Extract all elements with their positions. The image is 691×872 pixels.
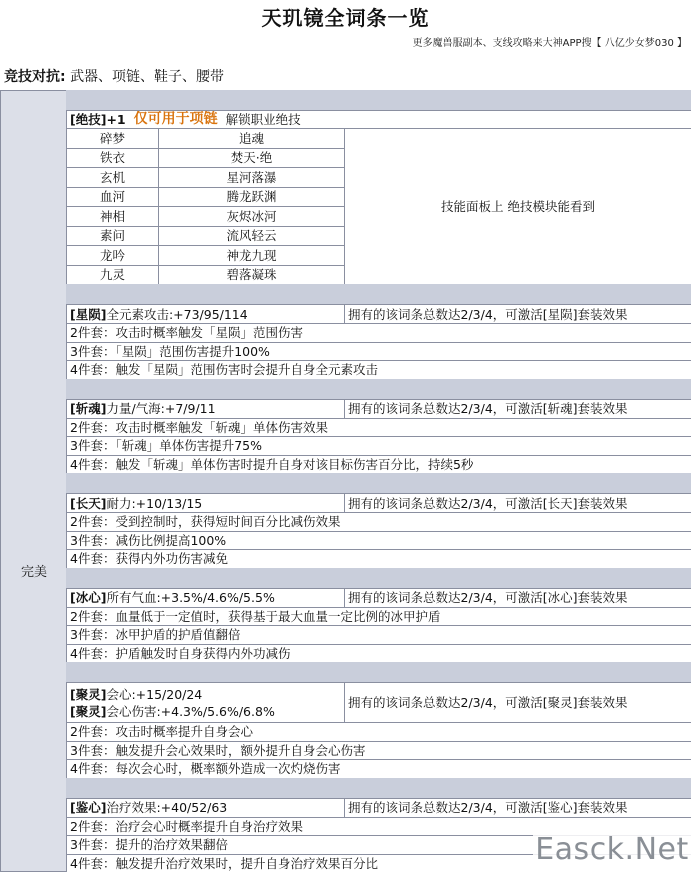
- set-note: 拥有的该词条总数达2/3/4，可激活[冰心]套装效果: [348, 590, 628, 605]
- set-effect-text: 4件套：触发「斩魂」单体伤害时提升自身对该目标伤害百分比，持续5秒: [70, 456, 474, 472]
- set-note: 拥有的该词条总数达2/3/4，可激活[斩魂]套装效果: [348, 401, 628, 416]
- set-stat-text: 全元素攻击:+73/95/114: [106, 306, 248, 322]
- set-note-cell: [345, 589, 691, 608]
- set-note: 拥有的该词条总数达2/3/4，可激活[星陨]套装效果: [348, 306, 628, 322]
- ultimate-note-cell: [345, 129, 691, 285]
- ultimate-skill-cell: [159, 168, 345, 188]
- set-note: 拥有的该词条总数达2/3/4，可激活[聚灵]套装效果: [348, 695, 628, 710]
- set-effect-text: 3件套：减伤比例提高100%: [70, 532, 227, 548]
- set-effect-row: [67, 437, 691, 456]
- set-block: [66, 304, 691, 379]
- set-effect-text: 4件套：触发提升治疗效果时，提升自身治疗效果百分比: [70, 855, 378, 871]
- ultimate-skill-cell: [159, 149, 345, 169]
- set-block: [66, 682, 691, 778]
- class-name: 九灵: [99, 267, 125, 283]
- set-note-cell: [345, 683, 691, 723]
- set-tag: [长天]: [70, 495, 107, 511]
- set-effect-text: 2件套：攻击时概率触发「斩魂」单体伤害效果: [70, 419, 328, 435]
- divider-strip: [66, 473, 691, 493]
- class-name: 铁衣: [99, 150, 125, 166]
- ultimate-block: [66, 110, 691, 284]
- set-note-cell: [345, 400, 691, 419]
- class-name-cell: [67, 207, 159, 227]
- set-stat-line: [70, 799, 227, 816]
- divider-strip: [66, 379, 691, 399]
- set-stat-text: 会心:+15/20/24: [106, 686, 203, 702]
- set-tag: [冰心]: [70, 590, 107, 605]
- set-effect-text: 2件套：受到控制时，获得短时间百分比减伤效果: [70, 514, 341, 530]
- ultimate-note: 技能面板上 绝技模块能看到: [441, 199, 595, 214]
- ultimate-skill-name: 灰烬冰河: [226, 208, 277, 224]
- divider-strip: [66, 662, 691, 682]
- set-stat-line: [70, 306, 248, 323]
- ultimate-skill-name: 碧落凝珠: [226, 267, 277, 283]
- ultimate-skill-cell: [159, 207, 345, 227]
- set-stat-line: [70, 495, 202, 512]
- set-stat-text: 力量/气海:+7/9/11: [106, 401, 216, 416]
- section-heading: [4, 66, 224, 86]
- set-effect-text: 4件套：获得内外功伤害减免: [70, 551, 228, 567]
- set-effect-text: 3件套：「斩魂」单体伤害提升75%: [70, 438, 262, 454]
- set-effect-row: [67, 626, 691, 645]
- set-note-cell: [345, 305, 691, 324]
- set-effect-row: [67, 608, 691, 627]
- set-stat-line: [70, 400, 216, 417]
- set-block: [66, 399, 691, 474]
- set-note: 拥有的该词条总数达2/3/4，可激活[长天]套装效果: [348, 495, 628, 511]
- class-name-cell: [67, 227, 159, 247]
- set-effect-row: [67, 550, 691, 569]
- set-effect-row: [67, 456, 691, 475]
- set-effect-text: 4件套：每次会心时，概率额外造成一次灼烧伤害: [70, 761, 341, 777]
- ultimate-skill-name: 腾龙跃渊: [226, 189, 277, 205]
- set-effect-text: 4件套：护盾触发时自身获得内外功减伤: [70, 645, 291, 661]
- set-effect-row: [67, 760, 691, 779]
- set-stat-text: 所有气血:+3.5%/4.6%/5.5%: [106, 590, 275, 605]
- ultimate-skill-name: 星河落瀑: [226, 169, 277, 185]
- divider-strip: [66, 90, 691, 110]
- ultimate-skill-cell: [159, 129, 345, 149]
- class-name: 碎梦: [99, 130, 125, 146]
- set-note: 拥有的该词条总数达2/3/4，可激活[鉴心]套装效果: [348, 800, 628, 815]
- set-effect-row: [67, 343, 691, 362]
- set-block: [66, 493, 691, 568]
- set-effect-text: 2件套：治疗会心时概率提升自身治疗效果: [70, 818, 303, 834]
- ultimate-header-row: [67, 111, 691, 129]
- quality-label: 完美: [20, 565, 47, 580]
- set-tag: [聚灵]: [70, 686, 107, 702]
- set-effect-row: [67, 645, 691, 664]
- class-name: 血河: [99, 189, 125, 205]
- set-tag: [斩魂]: [70, 401, 107, 416]
- set-effect-row: [67, 324, 691, 343]
- set-effect-row: [67, 419, 691, 438]
- set-effect-row: [67, 532, 691, 551]
- set-effect-text: 3件套：触发提升会心效果时，额外提升自身会心伤害: [70, 742, 366, 758]
- ultimate-plus: +1: [106, 112, 126, 127]
- ultimate-skill-name: 焚天·绝: [230, 150, 273, 166]
- set-effect-text: 3件套：冰甲护盾的护盾值翻倍: [70, 627, 241, 643]
- page-subtitle: 更多魔兽服副本、支线攻略来大神APP搜【 八亿少女梦030 】: [412, 38, 687, 49]
- ultimate-desc: 解锁职业绝技: [225, 112, 301, 127]
- set-stat-line: [70, 589, 275, 606]
- set-stat-cell: [67, 400, 345, 419]
- class-name: 素问: [99, 228, 125, 244]
- class-name-cell: [67, 129, 159, 149]
- set-effect-row: [67, 742, 691, 761]
- class-name-cell: [67, 266, 159, 286]
- ultimate-skill-name: 流风轻云: [226, 228, 277, 244]
- section-items: 武器、项链、鞋子、腰带: [70, 69, 225, 85]
- class-name-cell: [67, 246, 159, 266]
- ultimate-skill-cell: [159, 266, 345, 286]
- set-note-cell: [345, 494, 691, 513]
- set-effect-text: 2件套：攻击时概率提升自身会心: [70, 724, 253, 740]
- set-tag: [聚灵]: [70, 703, 107, 719]
- page-title: 天玑镜全词条一览: [261, 6, 430, 30]
- set-effect-text: 3件套：提升的治疗效果翻倍: [70, 837, 228, 853]
- class-name-cell: [67, 188, 159, 208]
- set-stat-cell: [67, 494, 345, 513]
- set-block: [66, 588, 691, 663]
- set-effect-text: 2件套：攻击时概率触发「星陨」范围伤害: [70, 325, 303, 341]
- set-effect-text: 2件套：血量低于一定值时，获得基于最大血量一定比例的冰甲护盾: [70, 608, 441, 624]
- set-stat-line: [70, 703, 275, 720]
- ultimate-skill-cell: [159, 227, 345, 247]
- divider-strip: [66, 284, 691, 304]
- set-effect-row: [67, 513, 691, 532]
- divider-strip: [66, 568, 691, 588]
- set-stat-cell: [67, 589, 345, 608]
- section-label: 竞技对抗:: [4, 69, 66, 85]
- set-stat-cell: [67, 683, 345, 723]
- class-name-cell: [67, 149, 159, 169]
- ultimate-tag: [绝技]: [70, 112, 107, 127]
- set-stat-line: [70, 686, 202, 703]
- set-effect-row: [67, 361, 691, 380]
- set-stat-text: 会心伤害:+4.3%/5.6%/6.8%: [106, 703, 275, 719]
- set-effect-text: 3件套：「星陨」范围伤害提升100%: [70, 343, 270, 359]
- set-tag: [星陨]: [70, 306, 107, 322]
- set-stat-text: 治疗效果:+40/52/63: [106, 800, 228, 815]
- quality-column: [0, 90, 66, 872]
- class-name: 玄机: [99, 169, 125, 185]
- ultimate-skill-cell: [159, 188, 345, 208]
- set-effect-row: [67, 723, 691, 742]
- set-stat-text: 耐力:+10/13/15: [106, 495, 203, 511]
- ultimate-highlight: 仅可用于项链: [133, 111, 218, 127]
- set-stat-cell: [67, 305, 345, 324]
- set-tag: [鉴心]: [70, 800, 107, 815]
- class-name: 神相: [99, 208, 125, 224]
- ultimate-skill-name: 神龙九现: [226, 247, 277, 263]
- class-name-cell: [67, 168, 159, 188]
- set-effect-text: 4件套：触发「星陨」范围伤害时会提升自身全元素攻击: [70, 362, 378, 378]
- class-name: 龙吟: [99, 247, 125, 263]
- ultimate-skill-cell: [159, 246, 345, 266]
- divider-strip: [66, 778, 691, 798]
- ultimate-skill-name: 追魂: [238, 130, 264, 146]
- set-note-cell: [345, 799, 691, 818]
- set-stat-cell: [67, 799, 345, 818]
- watermark: Easck.Net: [533, 826, 691, 872]
